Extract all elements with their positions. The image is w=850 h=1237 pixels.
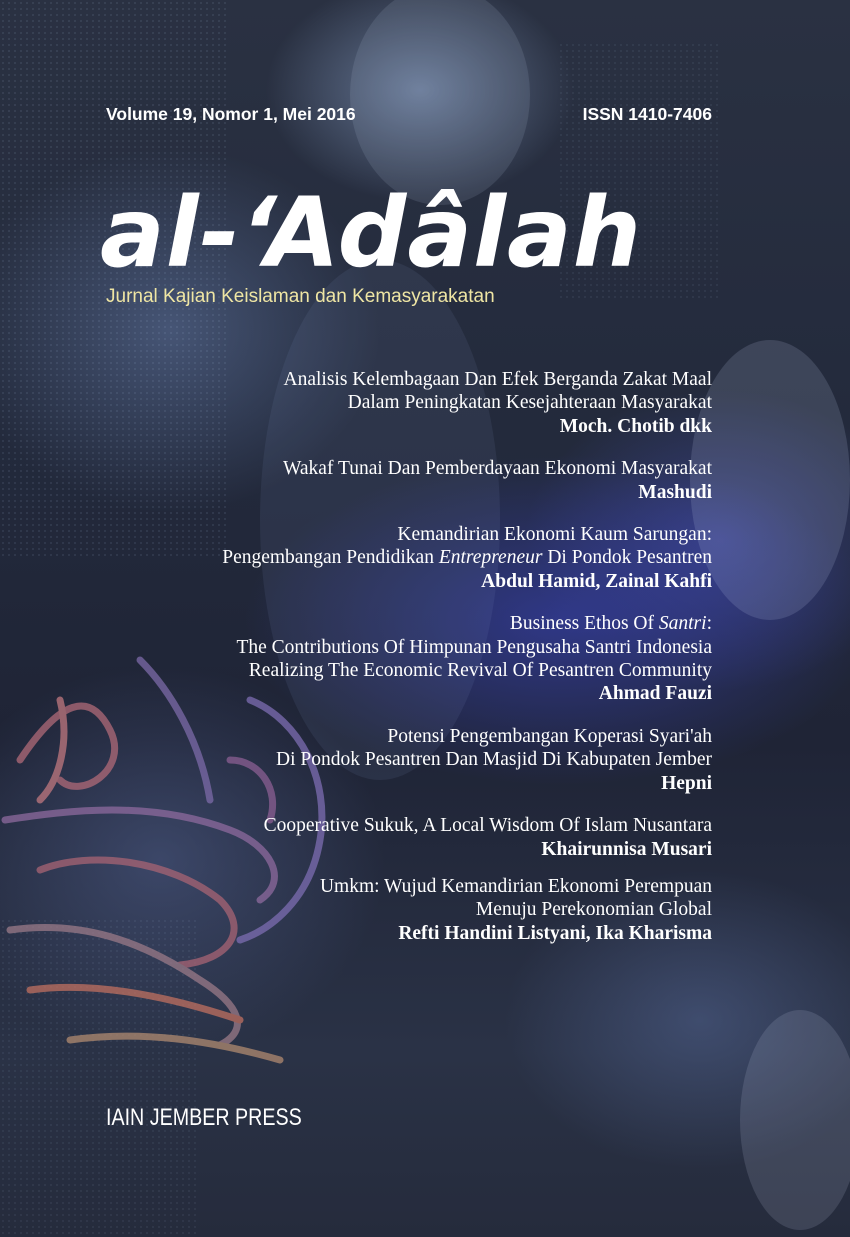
article-author: Moch. Chotib dkk (559, 415, 712, 437)
article-title-italic: Santri (658, 613, 707, 635)
article-title-line (112, 612, 712, 635)
article-entry (112, 368, 712, 438)
article-entry (112, 523, 712, 593)
article-title-line: Di Pondok Pesantren Dan Masjid Di Kabupaten Jember (276, 749, 712, 771)
journal-subtitle: Jurnal Kajian Keislaman dan Kemasyarakatan (106, 286, 495, 307)
issn-number: ISSN 1410-7406 (582, 104, 712, 124)
article-entry (112, 612, 712, 706)
article-title-line: Wakaf Tunai Dan Pemberdayaan Ekonomi Masyarakat (283, 458, 712, 480)
article-title-text: Di Pondok Pesantren (542, 547, 712, 569)
article-title-line (112, 546, 712, 569)
article-author: Ahmad Fauzi (598, 683, 712, 705)
publisher-name: IAIN JEMBER PRESS (106, 1104, 302, 1131)
article-title-line: Dalam Peningkatan Kesejahteraan Masyarakat (347, 392, 712, 414)
journal-title: al-‘Adâlah (100, 177, 643, 289)
article-title-line: Umkm: Wujud Kemandirian Ekonomi Perempuan (319, 875, 712, 897)
article-title-text: Pengembangan Pendidikan (222, 547, 439, 569)
article-author: Refti Handini Listyani, Ika Kharisma (398, 922, 712, 944)
article-title-line: The Contributions Of Himpunan Pengusaha Santri Indonesia (236, 636, 712, 658)
article-title-text: Business Ethos Of (509, 613, 659, 635)
table-of-contents (112, 368, 712, 964)
article-entry (112, 875, 712, 945)
article-author: Mashudi (638, 481, 712, 503)
article-title-text: : (706, 613, 712, 635)
article-entry (112, 457, 712, 504)
article-author: Abdul Hamid, Zainal Kahfi (481, 570, 712, 592)
issue-info-row (106, 104, 712, 130)
article-title-line: Menuju Perekonomian Global (475, 899, 712, 921)
article-author: Hepni (661, 772, 712, 794)
article-title-line: Cooperative Sukuk, A Local Wisdom Of Islam Nusantara (263, 815, 712, 837)
article-title-line: Realizing The Economic Revival Of Pesantren Community (248, 660, 712, 682)
article-entry (112, 725, 712, 795)
article-entry (112, 814, 712, 861)
article-title-line: Analisis Kelembagaan Dan Efek Berganda Zakat Maal (283, 369, 712, 390)
article-title-italic: Entrepreneur (438, 547, 543, 569)
article-title-line: Kemandirian Ekonomi Kaum Sarungan: (397, 524, 712, 546)
article-title-line: Potensi Pengembangan Koperasi Syari'ah (387, 725, 712, 747)
article-author: Khairunnisa Musari (541, 838, 712, 860)
volume-number: Volume 19, Nomor 1, Mei 2016 (106, 104, 356, 124)
